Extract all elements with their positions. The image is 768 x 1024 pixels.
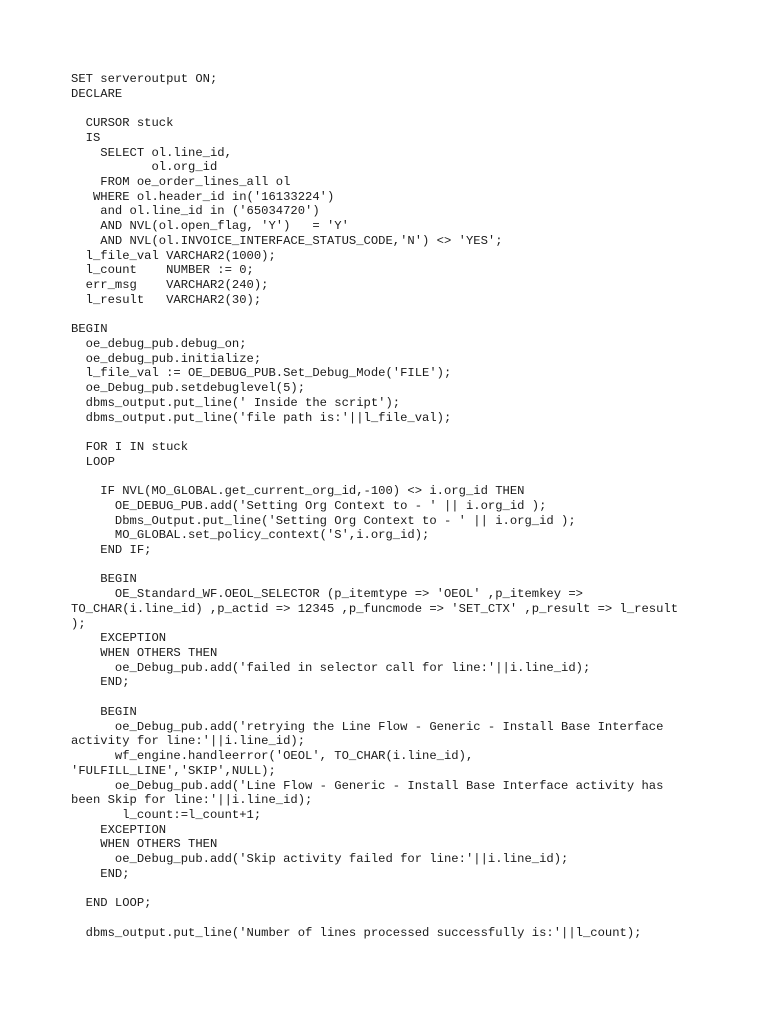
code-line: Dbms_Output.put_line('Setting Org Context to - ' || i.org_id ); bbox=[71, 513, 576, 528]
code-line: CURSOR stuck bbox=[71, 116, 174, 131]
code-line: dbms_output.put_line('Number of lines processed successfully is:'||l_count); bbox=[71, 925, 642, 940]
code-line: l_count:=l_count+1; bbox=[71, 807, 262, 822]
code-line: MO_GLOBAL.set_policy_context('S',i.org_id); bbox=[71, 528, 430, 543]
code-line: oe_Debug_pub.setdebuglevel(5); bbox=[71, 381, 306, 396]
code-line bbox=[71, 425, 751, 440]
code-line: IS bbox=[71, 130, 101, 145]
code-line: TO_CHAR(i.line_id) ,p_actid => 12345 ,p_funcmode => 'SET_CTX' ,p_result => l_result bbox=[71, 601, 679, 616]
code-line: SET serveroutput ON; bbox=[71, 72, 218, 86]
code-line: END IF; bbox=[71, 543, 152, 557]
code-line: END; bbox=[71, 675, 130, 690]
code-line: BEGIN bbox=[71, 322, 108, 337]
code-line: and ol.line_id in ('65034720') bbox=[71, 204, 320, 219]
code-line: BEGIN bbox=[71, 572, 137, 587]
code-line: oe_Debug_pub.add('Skip activity failed for line:'||i.line_id); bbox=[71, 852, 569, 867]
code-line: DECLARE bbox=[71, 86, 123, 101]
code-line: ); bbox=[71, 616, 86, 631]
code-line: FOR I IN stuck bbox=[71, 439, 189, 454]
code-line: END LOOP; bbox=[71, 896, 152, 911]
code-line: WHEN OTHERS THEN bbox=[71, 646, 218, 661]
code-line bbox=[71, 101, 751, 116]
code-line bbox=[71, 882, 751, 897]
code-line: l_count NUMBER := 0; bbox=[71, 263, 254, 278]
code-line: OE_Standard_WF.OEOL_SELECTOR (p_itemtype => 'OEOL' ,p_itemkey => bbox=[71, 587, 583, 602]
code-line bbox=[71, 469, 751, 484]
code-line: WHERE ol.header_id in('16133224') bbox=[71, 189, 335, 204]
code-line: dbms_output.put_line(' Inside the script'); bbox=[71, 395, 401, 410]
code-line: activity for line:'||i.line_id); bbox=[71, 734, 306, 749]
code-line: oe_debug_pub.debug_on; bbox=[71, 336, 247, 351]
code-line bbox=[71, 558, 751, 573]
code-line bbox=[71, 308, 751, 323]
code-line: l_result VARCHAR2(30); bbox=[71, 292, 262, 307]
code-line: oe_Debug_pub.add('failed in selector call for line:'||i.line_id); bbox=[71, 660, 591, 675]
code-line: dbms_output.put_line('file path is:'||l_file_val); bbox=[71, 410, 452, 425]
code-line: IF NVL(MO_GLOBAL.get_current_org_id,-100) <> i.org_id THEN bbox=[71, 484, 525, 499]
code-line: been Skip for line:'||i.line_id); bbox=[71, 793, 313, 808]
code-line: END; bbox=[71, 866, 130, 881]
code-line bbox=[71, 911, 751, 926]
code-line: l_file_val VARCHAR2(1000); bbox=[71, 248, 276, 263]
code-line: 'FULFILL_LINE','SKIP',NULL); bbox=[71, 763, 276, 778]
code-line: BEGIN bbox=[71, 704, 137, 719]
code-line bbox=[71, 690, 751, 705]
code-line: EXCEPTION bbox=[71, 822, 167, 837]
sql-code-block bbox=[71, 72, 751, 940]
code-line: EXCEPTION bbox=[71, 631, 167, 646]
code-line: AND NVL(ol.open_flag, 'Y') = 'Y' bbox=[71, 219, 349, 234]
code-line: WHEN OTHERS THEN bbox=[71, 837, 218, 852]
code-line: ol.org_id bbox=[71, 160, 218, 175]
code-line: oe_Debug_pub.add('Line Flow - Generic - Install Base Interface activity has bbox=[71, 778, 664, 793]
code-line: wf_engine.handleerror('OEOL', TO_CHAR(i.line_id), bbox=[71, 749, 474, 764]
code-line: AND NVL(ol.INVOICE_INTERFACE_STATUS_CODE,'N') <> 'YES'; bbox=[71, 233, 503, 248]
code-line: oe_debug_pub.initialize; bbox=[71, 351, 262, 366]
code-line: SELECT ol.line_id, bbox=[71, 145, 232, 160]
code-line: oe_Debug_pub.add('retrying the Line Flow - Generic - Install Base Interface bbox=[71, 719, 664, 734]
code-line: LOOP bbox=[71, 454, 115, 469]
code-line: OE_DEBUG_PUB.add('Setting Org Context to - ' || i.org_id ); bbox=[71, 498, 547, 513]
code-line: l_file_val := OE_DEBUG_PUB.Set_Debug_Mode('FILE'); bbox=[71, 366, 452, 381]
code-line: FROM oe_order_lines_all ol bbox=[71, 175, 291, 190]
code-line: err_msg VARCHAR2(240); bbox=[71, 278, 269, 293]
